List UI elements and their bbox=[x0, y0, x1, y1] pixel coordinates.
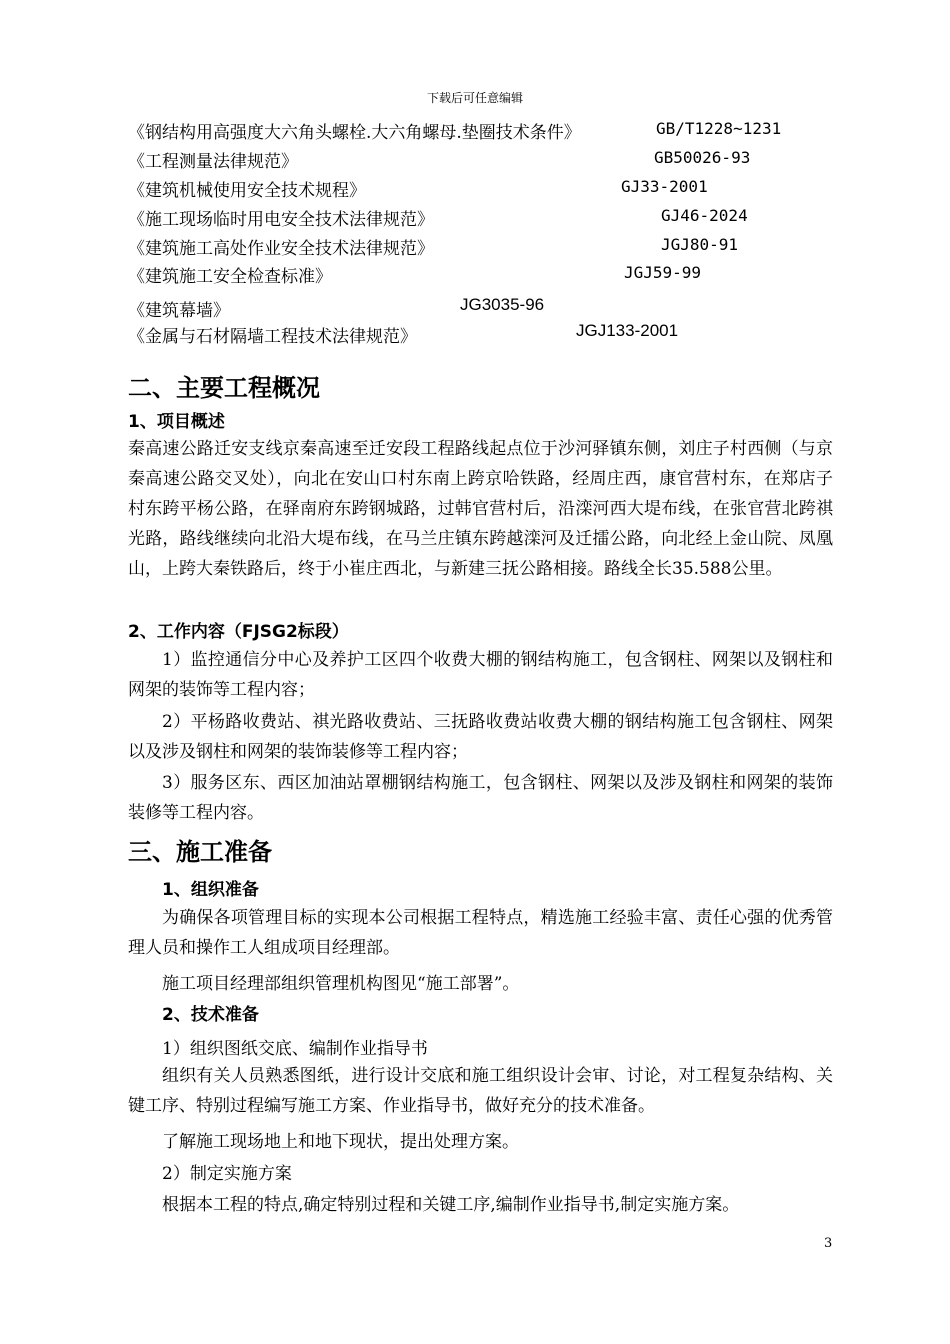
standard-code-3: GJ33-2001 bbox=[621, 177, 708, 196]
standard-title-6: 《建筑施工安全检查标准》 bbox=[128, 267, 332, 287]
standard-code-8: JGJ133-2001 bbox=[576, 321, 679, 340]
subheading-technical: 2、技术准备 bbox=[162, 1005, 259, 1025]
standard-code-7: JG3035-96 bbox=[460, 295, 545, 314]
standard-code-5: JGJ80-91 bbox=[661, 235, 739, 254]
standard-code-2: GB50026-93 bbox=[654, 148, 751, 167]
standard-title-8: 《金属与石材隔墙工程技术法律规范》 bbox=[128, 327, 417, 347]
subheading-project-overview: 1、项目概述 bbox=[128, 412, 225, 432]
organization-paragraph-2: 施工项目经理部组织管理机构图见“施工部署”。 bbox=[162, 974, 520, 994]
overview-paragraph: 秦高速公路迁安支线京秦高速至迁安段工程路线起点位于沙河驿镇东侧，刘庄子村西侧（与京秦高速公路交叉处），向北在安山口村东南上跨京哈铁路，经周庄西，康官营村东，在郑店子村东跨平杨公路，在驿南府东跨钢城路，过韩官营村后，沿滦河西大堤布线，在张官营北跨祺光路，路线继续向北沿大堤布线，在马兰庄镇东跨越滦河及迁擂公路，向北经上金山院、凤凰山，上跨大秦铁路后，终于小崔庄西北，与新建三抚公路相接。路线全长35.588公里。 bbox=[128, 439, 833, 579]
technical-item-1: 1）组织图纸交底、编制作业指导书 bbox=[162, 1039, 428, 1059]
standard-title-2: 《工程测量法律规范》 bbox=[128, 152, 298, 172]
technical-item-2: 2）制定实施方案 bbox=[162, 1164, 292, 1184]
standard-title-1: 《钢结构用高强度大六角头螺栓.大六角螺母.垫圈技术条件》 bbox=[128, 123, 581, 143]
standard-title-3: 《建筑机械使用安全技术规程》 bbox=[128, 181, 366, 201]
technical-paragraph-3: 根据本工程的特点,确定特别过程和关键工序,编制作业指导书,制定实施方案。 bbox=[162, 1195, 740, 1215]
standard-title-5: 《建筑施工高处作业安全技术法律规范》 bbox=[128, 239, 434, 259]
standard-code-1: GB/T1228~1231 bbox=[656, 119, 782, 138]
page-header: 下载后可任意编辑 bbox=[426, 91, 523, 105]
work-item-1: 1）监控通信分中心及养护工区四个收费大棚的钢结构施工，包含钢柱、网架以及钢柱和网架的装饰等工程内容； bbox=[128, 650, 833, 700]
work-item-3: 3）服务区东、西区加油站罩棚钢结构施工，包含钢柱、网架以及涉及钢柱和网架的装饰装修等工程内容。 bbox=[128, 773, 833, 823]
subheading-organization: 1、组织准备 bbox=[162, 880, 259, 900]
page-number: 3 bbox=[824, 1236, 833, 1251]
organization-paragraph-1: 为确保各项管理目标的实现本公司根据工程特点，精选施工经验丰富、责任心强的优秀管理人员和操作工人组成项目经理部。 bbox=[128, 908, 833, 958]
subheading-work-content: 2、工作内容（FJSG2标段） bbox=[128, 622, 349, 642]
technical-paragraph-1: 组织有关人员熟悉图纸，进行设计交底和施工组织设计会审、讨论，对工程复杂结构、关键工序、特别过程编写施工方案、作业指导书，做好充分的技术准备。 bbox=[128, 1066, 833, 1116]
section-heading-preparation: 三、施工准备 bbox=[128, 838, 272, 866]
standard-code-6: JGJ59-99 bbox=[624, 263, 702, 282]
section-heading-overview: 二、主要工程概况 bbox=[128, 374, 320, 402]
standard-title-7: 《建筑幕墙》 bbox=[128, 301, 230, 321]
standard-code-4: GJ46-2024 bbox=[661, 206, 748, 225]
standard-title-4: 《施工现场临时用电安全技术法律规范》 bbox=[128, 210, 434, 230]
technical-paragraph-2: 了解施工现场地上和地下现状，提出处理方案。 bbox=[162, 1132, 519, 1152]
work-item-2: 2）平杨路收费站、祺光路收费站、三抚路收费站收费大棚的钢结构施工包含钢柱、网架以及涉及钢柱和网架的装饰装修等工程内容； bbox=[128, 712, 833, 762]
